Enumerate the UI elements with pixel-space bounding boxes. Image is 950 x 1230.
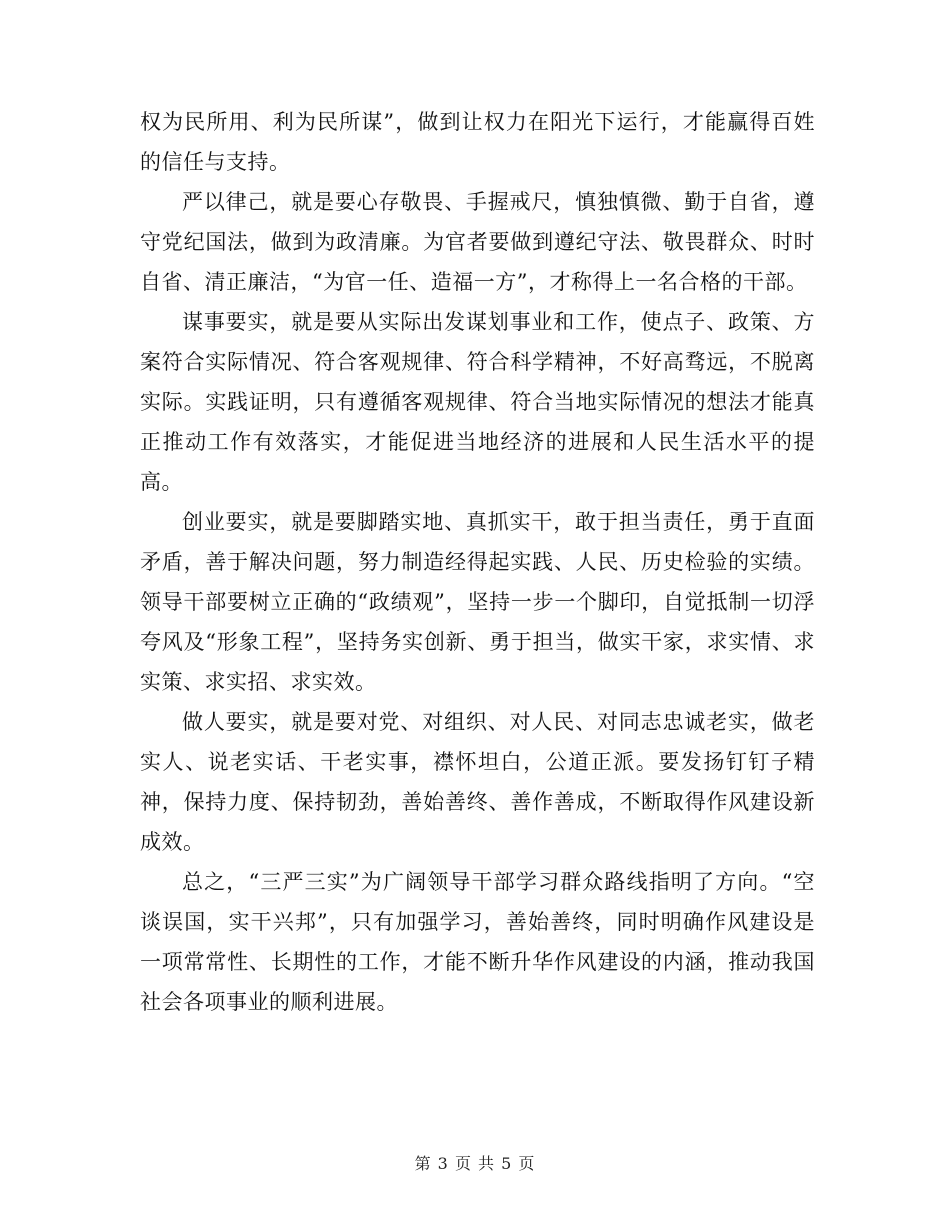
paragraph-conduct: 做人要实，就是要对党、对组织、对人民、对同志忠诚老实，做老实人、说老实话、干老实事，襟怀坦白，公道正派。要发扬钉钉子精神，保持力度、保持韧劲，善始善终、善作善成，不断取得作风建设新成效。 bbox=[140, 710, 815, 854]
paragraph-conclusion: 总之，“三严三实”为广阔领导干部学习群众路线指明了方向。“空谈误国，实干兴邦”，只有加强学习，善始善终，同时明确作风建设是一项常常性、长期性的工作，才能不断升华作风建设的内涵，推动我国社会各项事业的顺利进展。 bbox=[140, 870, 815, 1014]
paragraph-self-discipline: 严以律己，就是要心存敬畏、手握戒尺，慎独慎微、勤于自省，遵守党纪国法，做到为政清廉。为官者要做到遵纪守法、敬畏群众、时时自省、清正廉洁，“为官一任、造福一方”，才称得上一名合格的干部。 bbox=[140, 190, 815, 294]
paragraph-continuation: 权为民所用、利为民所谋”，做到让权力在阳光下运行，才能赢得百姓的信任与支持。 bbox=[140, 110, 815, 174]
paragraph-entrepreneurship: 创业要实，就是要脚踏实地、真抓实干，敢于担当责任，勇于直面矛盾，善于解决问题，努力制造经得起实践、人民、历史检验的实绩。领导干部要树立正确的“政绩观”，坚持一步一个脚印，自觉抵制一切浮夸风及“形象工程”，坚持务实创新、勇于担当，做实干家，求实情、求实策、求实招、求实效。 bbox=[140, 510, 815, 694]
document-body bbox=[140, 102, 815, 1022]
page-number-footer: 第 3 页 共 5 页 bbox=[414, 1154, 536, 1173]
paragraph-planning: 谋事要实，就是要从实际出发谋划事业和工作，使点子、政策、方案符合实际情况、符合客观规律、符合科学精神，不好高骛远，不脱离实际。实践证明，只有遵循客观规律、符合当地实际情况的想法才能真正推动工作有效落实，才能促进当地经济的进展和人民生活水平的提高。 bbox=[140, 310, 815, 494]
